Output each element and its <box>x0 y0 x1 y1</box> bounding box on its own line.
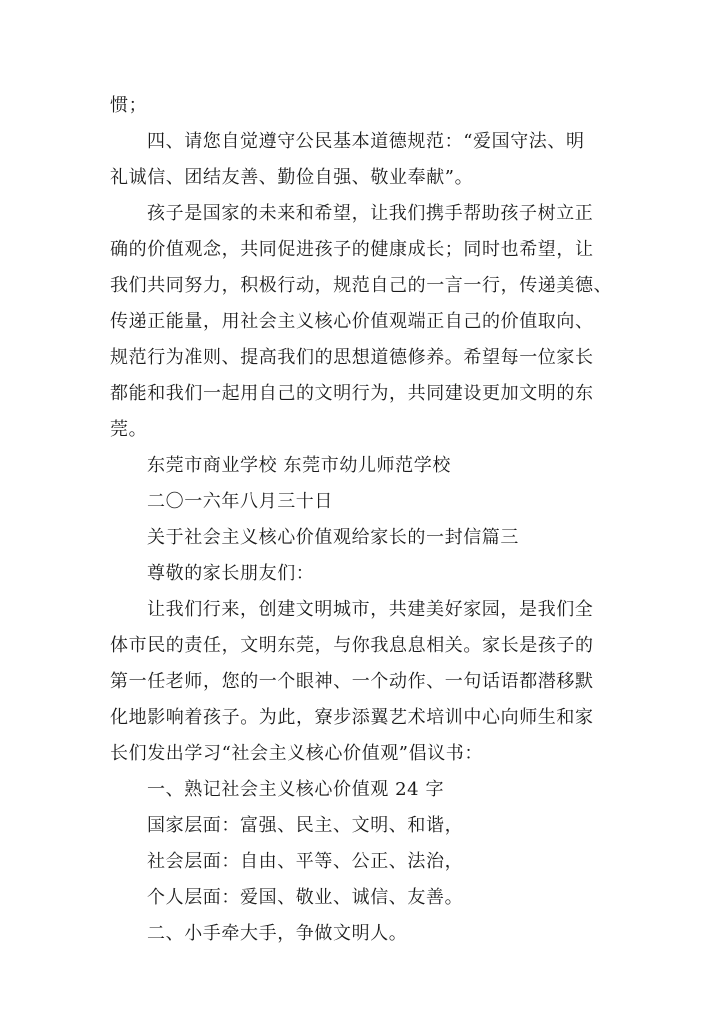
text-line: 传递正能量，用社会主义核心价值观端正自己的价值取向、 <box>110 311 594 332</box>
text-line: 化地影响着孩子。为此，寮步添翼艺术培训中心向师生和家 <box>110 707 594 728</box>
text-line: 确的价值观念，共同促进孩子的健康成长；同时也希望，让 <box>110 239 594 260</box>
text-line: 我们共同努力，积极行动，规范自己的一言一行，传递美德、 <box>110 275 613 296</box>
text-line: 惯； <box>110 95 148 116</box>
signature-date: 二〇一六年八月三十日 <box>147 491 333 512</box>
text-line: 让我们行来，创建文明城市，共建美好家园，是我们全 <box>147 599 594 620</box>
signature-schools: 东莞市商业学校 东莞市幼儿师范学校 <box>147 455 451 476</box>
list-heading: 二、小手牵大手，争做文明人。 <box>147 923 408 944</box>
text-line: 规范行为准则、提高我们的思想道德修养。希望每一位家长 <box>110 347 594 368</box>
list-item: 个人层面：爱国、敬业、诚信、友善。 <box>147 887 464 908</box>
list-item: 国家层面：富强、民主、文明、和谐， <box>147 815 464 836</box>
salutation: 尊敬的家长朋友们： <box>147 563 315 584</box>
list-heading: 一、熟记社会主义核心价值观 24 字 <box>147 779 445 800</box>
section-title: 关于社会主义核心价值观给家长的一封信篇三 <box>147 527 519 548</box>
document-body <box>110 88 630 952</box>
text-line: 第一任老师，您的一个眼神、一个动作、一句话语都潜移默 <box>110 671 594 692</box>
text-line: 长们发出学习“社会主义核心价值观”倡议书： <box>110 743 484 764</box>
text-line: 莞。 <box>110 419 148 440</box>
list-item: 社会层面：自由、平等、公正、法治， <box>147 851 464 872</box>
text-line: 四、请您自觉遵守公民基本道德规范：“爱国守法、明 <box>147 131 585 152</box>
text-line: 孩子是国家的未来和希望，让我们携手帮助孩子树立正 <box>147 203 594 224</box>
text-line: 都能和我们一起用自己的文明行为，共同建设更加文明的东 <box>110 383 594 404</box>
text-line: 体市民的责任，文明东莞，与你我息息相关。家长是孩子的 <box>110 635 594 656</box>
text-line: 礼诚信、团结友善、勤俭自强、敬业奉献”。 <box>110 167 474 188</box>
